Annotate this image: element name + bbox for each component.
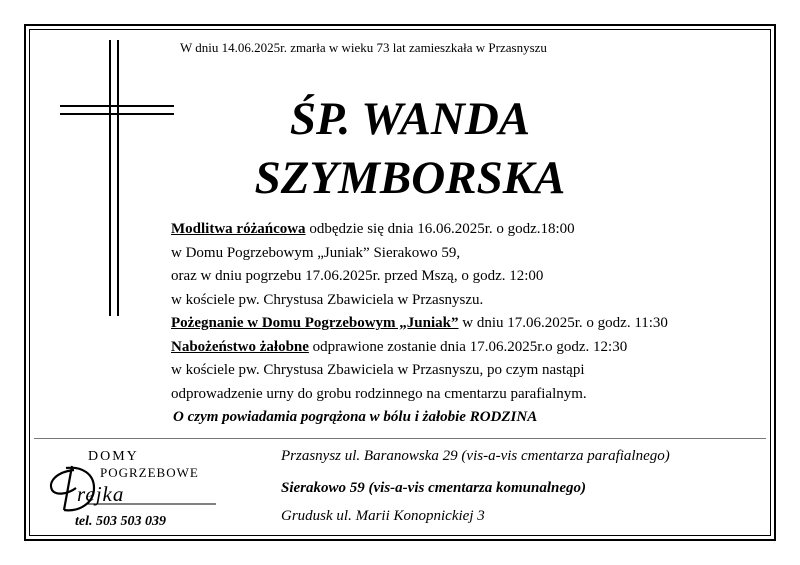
ceremony-details	[171, 218, 771, 430]
body-line-farewell	[171, 312, 771, 336]
farewell-text: w dniu 17.06.2025r. o godz. 11:30	[458, 315, 668, 331]
cross-icon	[58, 38, 178, 318]
body-line: w kościele pw. Chrystusa Zbawiciela w Przasnyszu.	[171, 291, 484, 308]
body-line-service	[171, 336, 771, 360]
address-sierakowo: Sierakowo 59 (vis-a-vis cmentarza komunalnego)	[281, 480, 587, 496]
body-line: oraz w dniu pogrzebu 17.06.2025r. przed Mszą, o godz. 12:00	[171, 268, 544, 284]
logo-text-drejka: rejka	[77, 482, 125, 506]
deceased-name-line-2: SZYMBORSKA	[254, 152, 566, 204]
logo-text-domy: DOMY	[88, 449, 139, 464]
family-closing: O czym powiadamia pogrążona w bólu i żałobie RODZINA	[173, 409, 538, 425]
body-line: w Domu Pogrzebowym „Juniak” Sierakowo 59,	[171, 244, 461, 261]
body-line: w kościele pw. Chrystusa Zbawiciela w Przasnyszu, po czym nastąpi	[171, 362, 585, 378]
rosary-text: odbędzie się dnia 16.06.2025r. o godz.18:00	[305, 221, 575, 237]
service-text: odprawione zostanie dnia 17.06.2025r.o godz. 12:30	[308, 338, 628, 355]
body-line-rosary	[171, 218, 771, 242]
logo-text-pogrzebowe: POGRZEBOWE	[100, 465, 199, 480]
farewell-heading: Pożegnanie w Domu Pogrzebowym „Juniak”	[171, 315, 459, 331]
divider	[34, 438, 766, 439]
address-grudusk: Grudusk ul. Marii Konopnickiej 3	[281, 508, 485, 524]
body-line: odprowadzenie urny do grobu rodzinnego na cmentarzu parafialnym.	[171, 385, 587, 402]
address-przasnysz: Przasnysz ul. Baranowska 29 (vis-a-vis cmentarza parafialnego)	[281, 448, 670, 464]
deceased-name-line-1: ŚP. WANDA	[289, 93, 531, 145]
phone-number: tel. 503 503 039	[75, 514, 166, 529]
service-heading: Nabożeństwo żałobne	[171, 338, 309, 355]
death-notice-intro: W dniu 14.06.2025r. zmarła w wieku 73 lat zamieszkała w Przasnyszu	[180, 40, 547, 55]
rosary-heading: Modlitwa różańcowa	[171, 221, 306, 237]
